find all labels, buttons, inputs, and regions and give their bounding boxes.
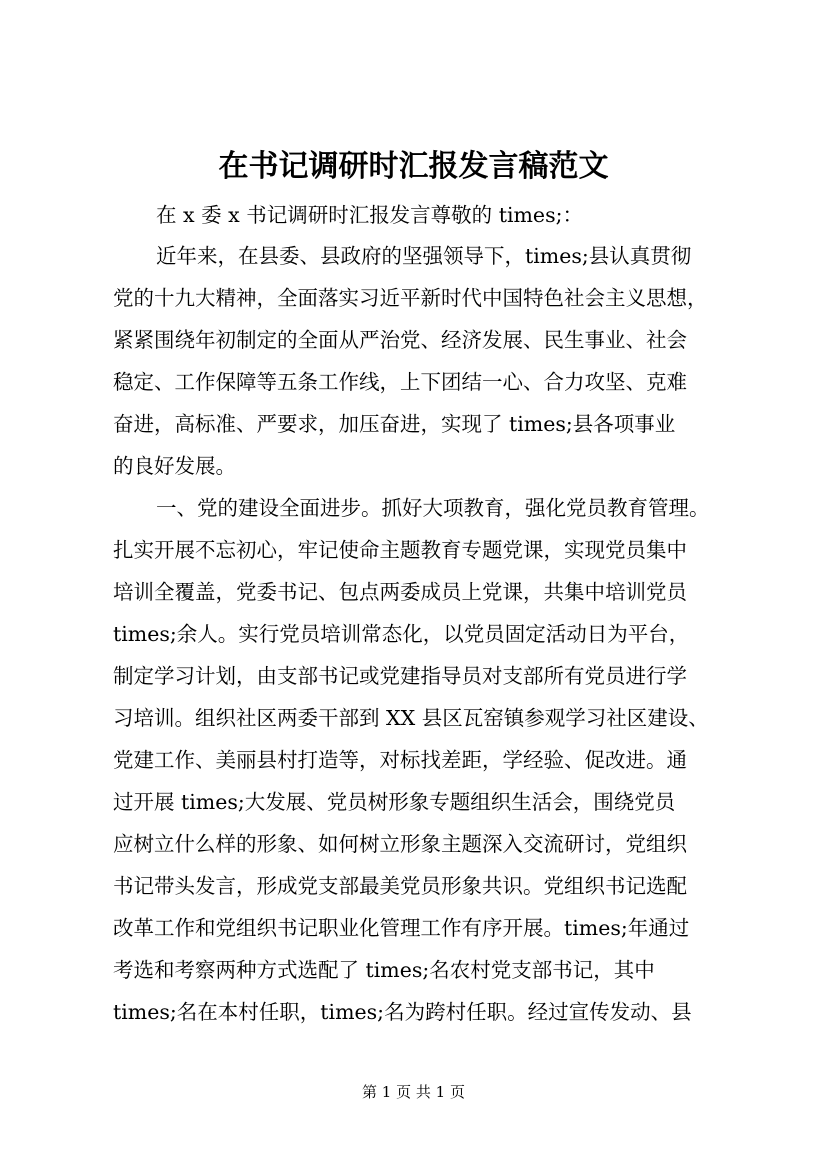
body-text-line: 过开展 times;大发展、党员树形象专题组织生活会，围绕党员: [113, 790, 676, 814]
body-text-line: 习培训。组织社区两委干部到 XX 县区瓦窑镇参观学习社区建设、: [113, 706, 709, 730]
salutation-line: 在 x 委 x 书记调研时汇报发言尊敬的 times;：: [156, 203, 583, 227]
body-text-line: 党的十九大精神，全面落实习近平新时代中国特色社会主义思想，: [113, 286, 708, 310]
body-text-line: 紧紧围绕年初制定的全面从严治党、经济发展、民生事业、社会: [113, 328, 687, 352]
body-text-line: 近年来，在县委、县政府的坚强领导下，times;县认真贯彻: [156, 244, 692, 268]
body-text-line: 制定学习计划，由支部书记或党建指导员对支部所有党员进行学: [113, 664, 687, 688]
document-title: 在书记调研时汇报发言稿范文: [218, 149, 609, 184]
section-heading-line: 一、党的建设全面进步。抓好大项教育，强化党员教育管理。: [156, 496, 710, 520]
body-text-line: 党建工作、美丽县村打造等，对标找差距，学经验、促改进。通: [113, 748, 687, 772]
body-text-line: times;名在本村任职，times;名为跨村任职。经过宣传发动、县: [113, 1000, 692, 1024]
body-text-line: 书记带头发言，形成党支部最美党员形象共识。党组织书记选配: [113, 874, 687, 898]
body-text-line: 稳定、工作保障等五条工作线，上下团结一心、合力攻坚、克难: [113, 370, 687, 394]
body-text-line: 扎实开展不忘初心，牢记使命主题教育专题党课，实现党员集中: [113, 538, 687, 562]
body-text-line: 的良好发展。: [113, 454, 236, 478]
page-number-footer: 第 1 页 共 1 页: [362, 1083, 465, 1101]
body-text-line: 应树立什么样的形象、如何树立形象主题深入交流研讨，党组织: [113, 832, 687, 856]
body-text-line: 奋进，高标准、严要求，加压奋进，实现了 times;县各项事业: [113, 412, 676, 436]
body-text-line: 改革工作和党组织书记职业化管理工作有序开展。times;年通过: [113, 916, 690, 940]
body-text-line: 培训全覆盖，党委书记、包点两委成员上党课，共集中培训党员: [113, 580, 687, 604]
body-text-line: 考选和考察两种方式选配了 times;名农村党支部书记，其中: [113, 958, 655, 982]
body-text-line: times;余人。实行党员培训常态化，以党员固定活动日为平台，: [113, 622, 690, 646]
